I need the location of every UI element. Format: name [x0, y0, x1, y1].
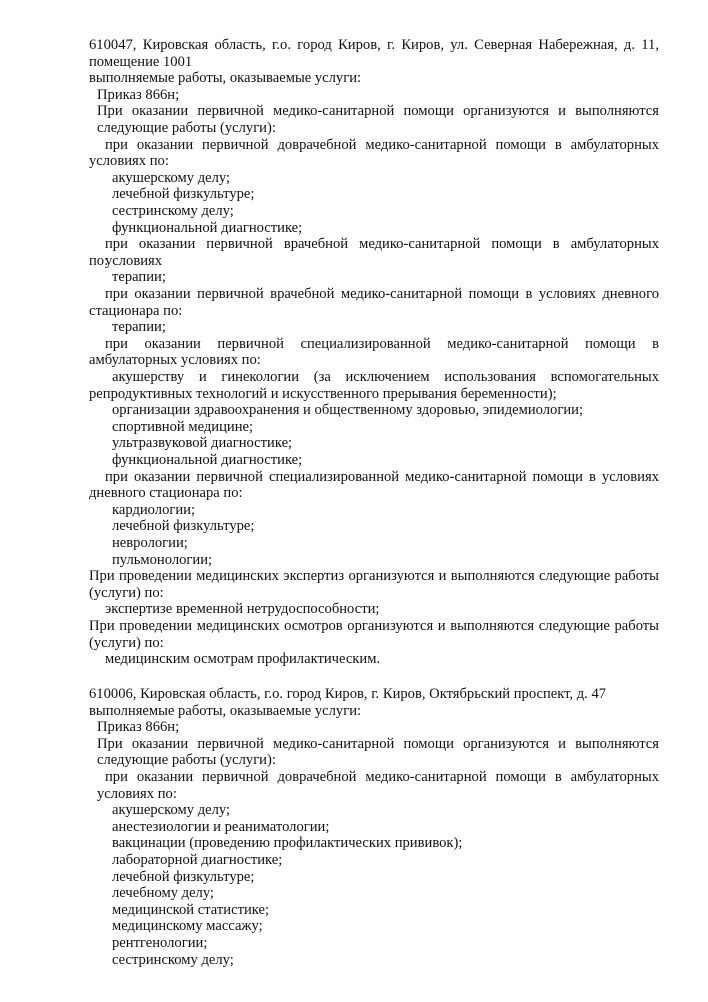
- text-line: репродуктивных технологий и искусственного прерывания беременности);: [89, 385, 557, 402]
- service-list-item: сестринскому делу;: [112, 203, 234, 219]
- text-line: помещение 1001: [89, 53, 193, 70]
- service-list-item: пульмонологии;: [112, 551, 213, 568]
- text-line: при оказании первичной специализированной медико-санитарной помощи в условиях: [105, 468, 659, 485]
- text-line: условиях по:: [97, 785, 177, 802]
- service-list-item: организации здравоохранения и общественному здоровью, эпидемиологии;: [112, 402, 584, 419]
- service-list-item: терапии;: [112, 269, 166, 286]
- service-list-item: анестезиологии и реаниматологии;: [112, 818, 330, 835]
- text-line: выполняемые работы, оказываемые услуги:: [89, 702, 362, 719]
- service-list-item: неврологии;: [112, 535, 188, 551]
- text-line: При оказании первичной медико-санитарной помощи организуются и выполняются: [97, 103, 659, 120]
- text-line: При проведении медицинских экспертиз организуются и выполняются следующие работы: [89, 568, 659, 585]
- text-line: по:: [89, 252, 109, 269]
- service-list-item: вакцинации (проведению профилактических прививок);: [112, 835, 463, 852]
- text-line: дневного стационара по:: [89, 485, 243, 502]
- text-line: при оказании первичной специализированной медико-санитарной помощи в: [105, 335, 659, 352]
- service-list-item: терапии;: [112, 319, 166, 336]
- service-list-item: лечебной физкультуре;: [112, 518, 255, 535]
- text-line: при оказании первичной доврачебной медико-санитарной помощи в амбулаторных: [105, 769, 659, 785]
- text-line: (услуги) по:: [89, 584, 164, 601]
- text-line: (услуги) по:: [89, 634, 164, 651]
- service-list-item: спортивной медицине;: [112, 418, 254, 435]
- service-list-item: лечебному делу;: [112, 885, 214, 902]
- text-line: стационара по:: [89, 302, 183, 319]
- service-list-item: лечебной физкультуре;: [112, 868, 255, 885]
- service-list-item: медицинскому массажу;: [112, 918, 263, 935]
- service-list-item: акушерскому делу;: [112, 169, 231, 186]
- text-line: экспертизе временной нетрудоспособности;: [105, 601, 380, 618]
- text-line: при оказании первичной врачебной медико-санитарной помощи в условиях дневного: [105, 286, 659, 302]
- service-list-item: акушерскому делу;: [112, 802, 231, 819]
- service-list-item: функциональной диагностике;: [112, 219, 303, 236]
- service-list-item: медицинской статистике;: [112, 901, 270, 918]
- text-line: При проведении медицинских осмотров организуются и выполняются следующие работы: [89, 618, 659, 634]
- text-line: следующие работы (услуги):: [97, 120, 276, 136]
- service-list-item: кардиологии;: [112, 501, 196, 518]
- text-line: При оказании первичной медико-санитарной помощи организуются и выполняются: [97, 735, 659, 752]
- text-line: медицинским осмотрам профилактическим.: [105, 651, 381, 668]
- text-line: выполняемые работы, оказываемые услуги:: [89, 70, 362, 87]
- text-line: следующие работы (услуги):: [97, 752, 276, 769]
- service-list-item: лечебной физкультуре;: [112, 186, 255, 203]
- service-list-item: лабораторной диагностике;: [112, 852, 283, 868]
- address-line: 610006, Кировская область, г.о. город Киров, г. Киров, Октябрьский проспект, д. 47: [89, 686, 607, 702]
- service-list-item: ультразвуковой диагностике;: [112, 435, 293, 452]
- service-list-item: функциональной диагностике;: [112, 452, 303, 468]
- service-list-item: сестринскому делу;: [112, 951, 234, 968]
- text-line: при оказании первичной доврачебной медико-санитарной помощи в амбулаторных: [105, 136, 659, 153]
- text-line: Приказ 866н;: [97, 86, 180, 103]
- address-line: 610047, Кировская область, г.о. город Киров, г. Киров, ул. Северная Набережная, д. 11,: [89, 37, 659, 53]
- text-line: при оказании первичной врачебной медико-санитарной помощи в амбулаторных условиях: [105, 236, 659, 270]
- text-line: условиях по:: [89, 153, 169, 170]
- service-list-item: акушерству и гинекологии (за исключением использования вспомогательных: [112, 369, 659, 385]
- text-line: амбулаторных условиях по:: [89, 352, 261, 369]
- service-list-item: рентгенологии;: [112, 935, 208, 951]
- text-line: Приказ 866н;: [97, 719, 180, 736]
